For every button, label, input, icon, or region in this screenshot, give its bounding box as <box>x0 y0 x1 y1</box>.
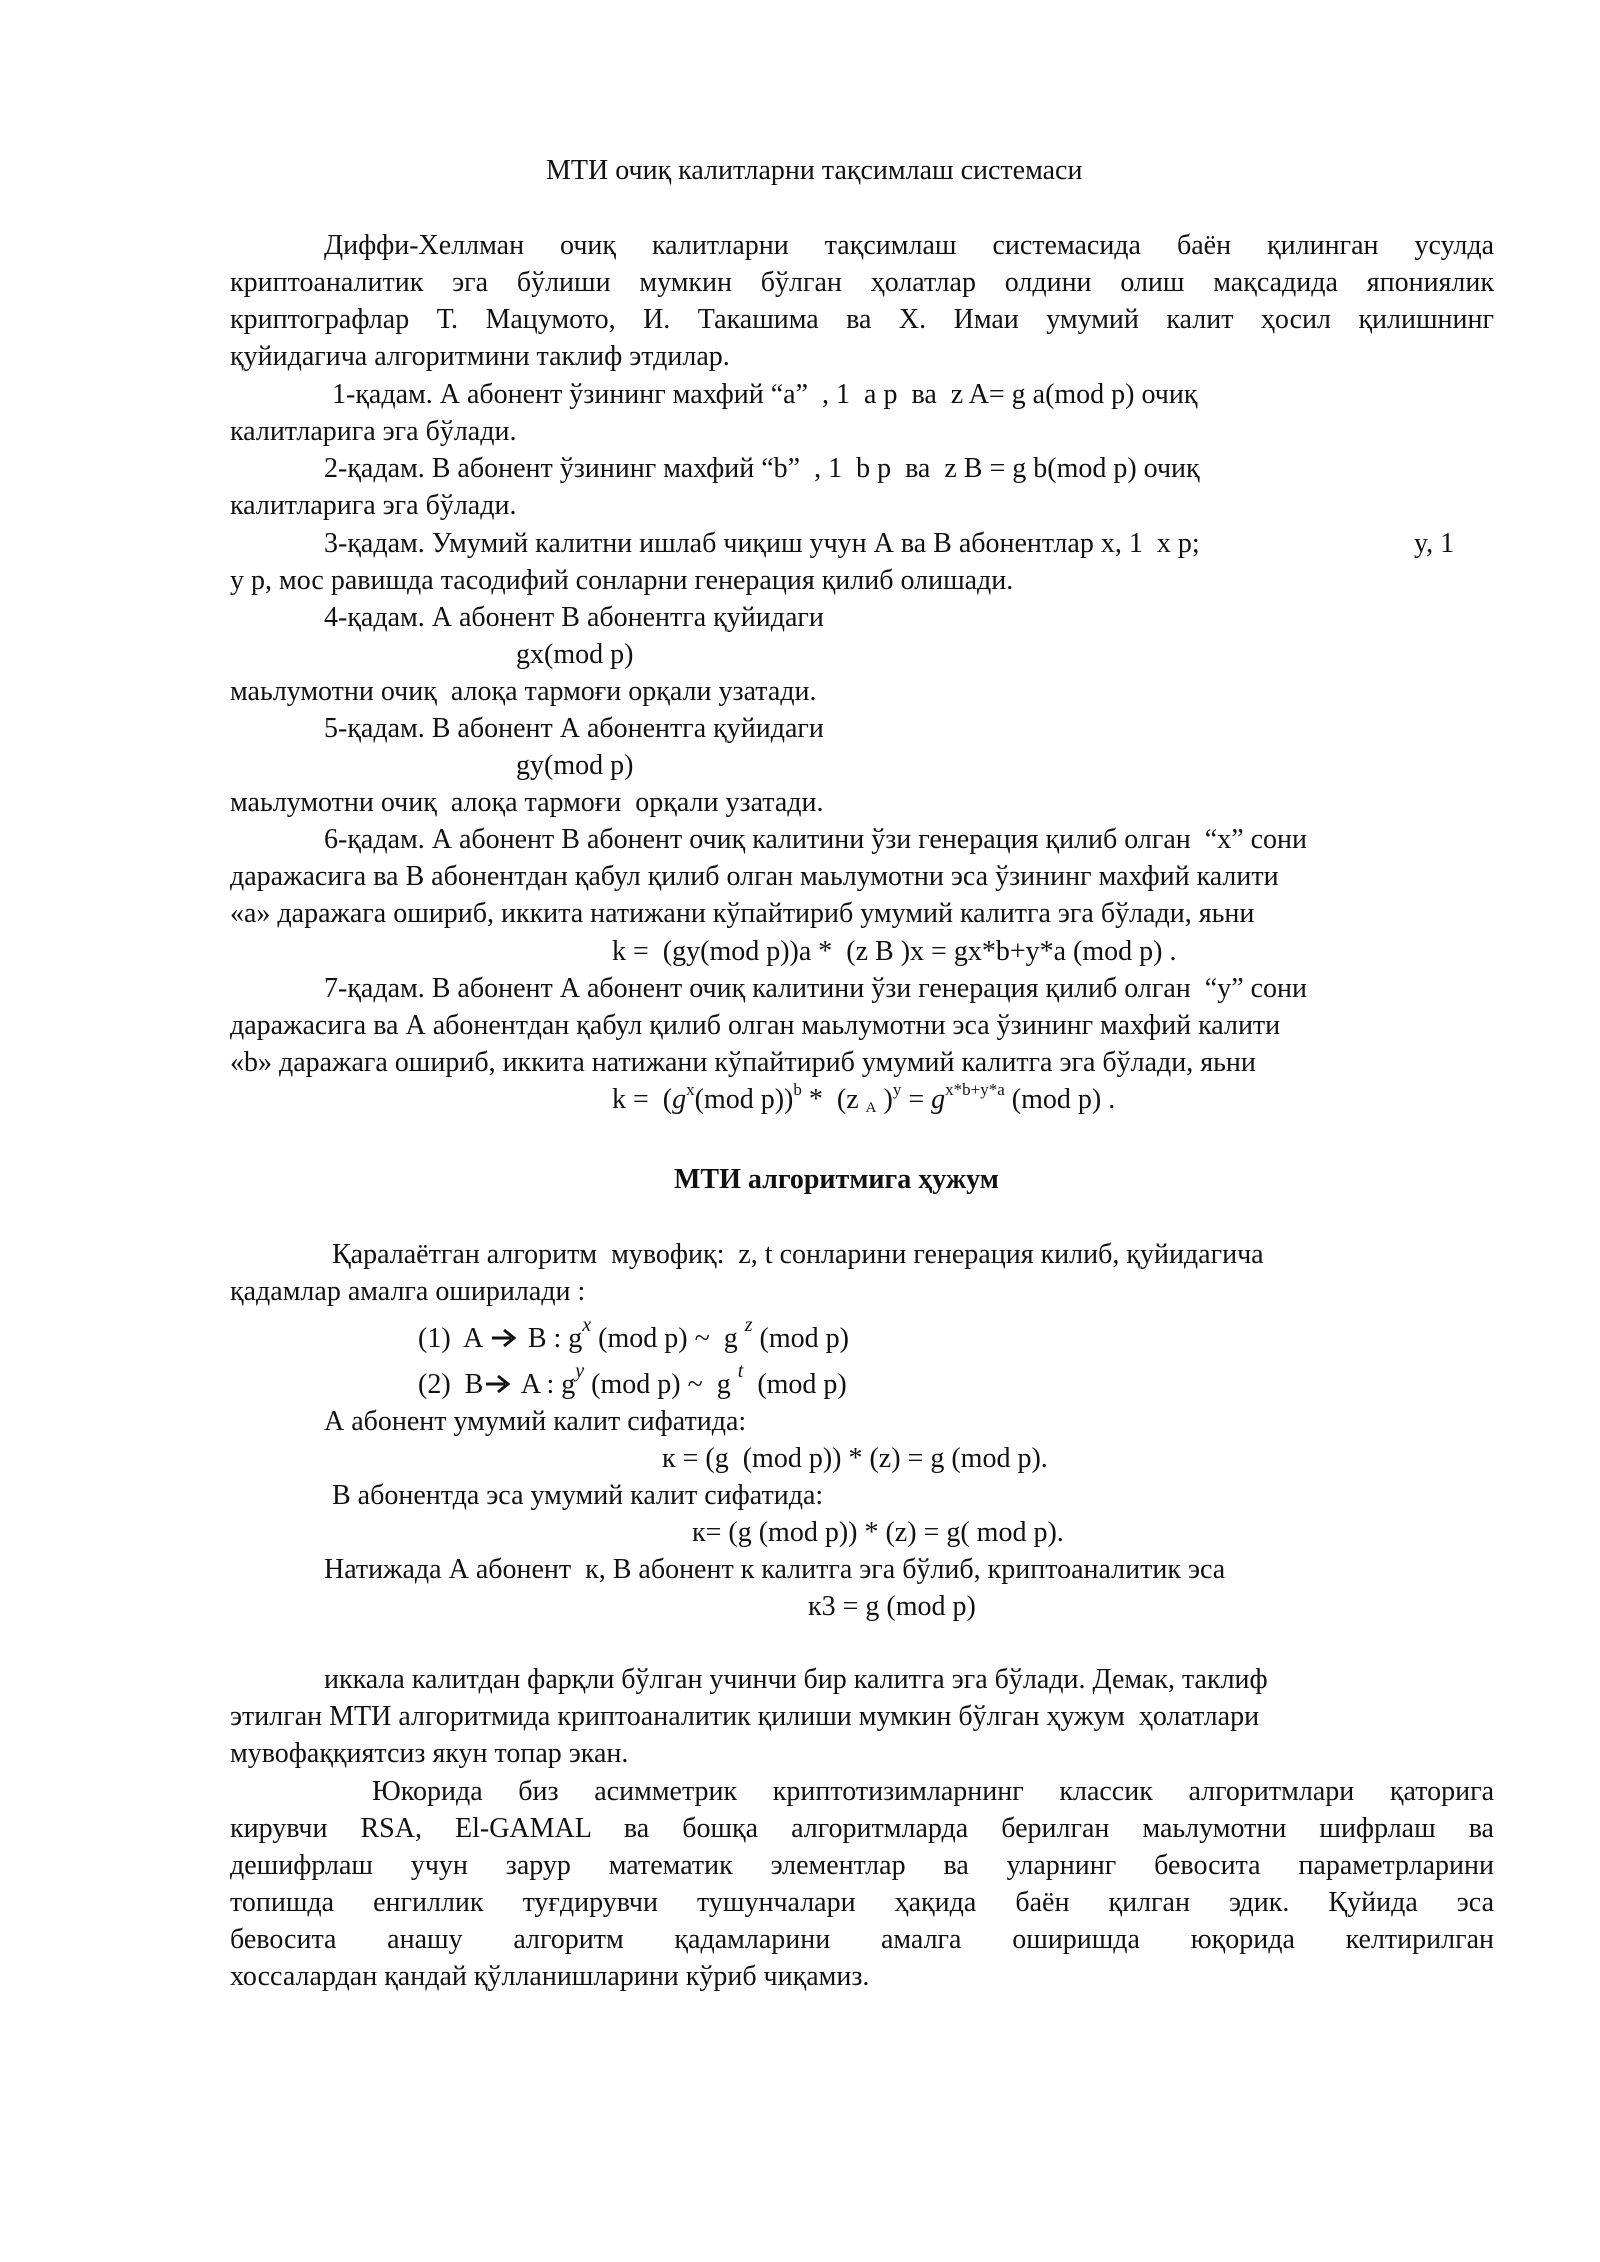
formula-sub-a: A <box>865 1100 877 1116</box>
final-line-4: топишда енгиллик туғдирувчи тушунчалари ҳақида баён қилган эдик. Қуйида эса <box>230 1887 1494 1918</box>
formula-exp-x: x <box>686 1080 695 1099</box>
final-line-6: хоссалардан қандай қўлланишларини кўриб чиқамиз. <box>230 1961 870 1992</box>
attack-formula-a: к = (g (mod p)) * (z) = g (mod p). <box>662 1443 1048 1474</box>
step7-line-3: «b» даражага ошириб, иккита натижани кўпайтириб умумий калитга эга бўлади, яьни <box>230 1047 1256 1078</box>
conclusion-line-2: этилган МТИ алгоритмида криптоаналитик қилиши мумкин бўлган ҳужум ҳолатлари <box>230 1701 1260 1732</box>
step2-line-1: 2-қадам. В абонент ўзининг махфий “b” , 1 b p ва z B = g b(mod p) очиқ <box>324 453 1200 484</box>
step1-line-2: калитларига эга бўлади. <box>230 416 517 447</box>
formula-exp-long: x*b+y*a <box>945 1080 1005 1099</box>
step3-line-1-tail: y, 1 <box>1414 528 1455 559</box>
attack-line-result: Натижада А абонент к, В абонент к калитга эга бўлиб, криптоаналитик эса <box>324 1554 1226 1585</box>
step2-line-2: калитларига эга бўлади. <box>230 490 517 521</box>
proto2-tail: (mod p) <box>743 1369 847 1400</box>
formula-g: g <box>672 1084 687 1115</box>
intro-line-4: қуйидагича алгоритмини таклиф этдилар. <box>230 341 730 372</box>
step4-line-3: маьлумотни очиқ алоқа тармоғи орқали узатади. <box>230 676 817 707</box>
intro-line-3: криптографлар Т. Мацумото, И. Такашима ва Х. Имаи умумий калит ҳосил қилишнинг <box>230 304 1494 335</box>
right-arrow-icon <box>483 1373 515 1395</box>
proto1-exp-x: x <box>582 1314 592 1336</box>
step6-line-1: 6-қадам. А абонент В абонент очиқ калитини ўзи генерация қилиб олган “x” сони <box>324 824 1308 855</box>
protocol-step-2 <box>418 1360 847 1402</box>
formula-exp-b: b <box>793 1080 802 1099</box>
step7-line-2: даражасига ва А абонентдан қабул қилиб олган маьлумотни эса ўзининг махфий калити <box>230 1010 1281 1041</box>
conclusion-line-3: мувофаққиятсиз якун топар экан. <box>230 1738 629 1769</box>
protocol-step-1 <box>418 1314 849 1356</box>
proto2-b: A : g <box>520 1369 576 1400</box>
step4-formula: gx(mod p) <box>516 639 634 670</box>
formula-k: k = <box>612 1084 656 1115</box>
attack-line-b-key: В абонентда эса умумий калит сифатида: <box>332 1480 824 1511</box>
step4-line-1: 4-қадам. А абонент В абонентга қуйидаги <box>324 602 824 633</box>
proto1-mid: (mod p) ~ g <box>591 1323 738 1354</box>
final-line-5: бевосита анашу алгоритм қадамларини амалга оширишда юқорида келтирилган <box>230 1924 1494 1955</box>
step6-line-3: «а» даражага ошириб, иккита натижани кўпайтириб умумий калитга эга бўлади, яьни <box>230 898 1255 929</box>
proto2-mid: (mod p) ~ g <box>584 1369 731 1400</box>
proto2-a: B <box>464 1369 484 1400</box>
step3-line-1: 3-қадам. Умумий калитни ишлаб чиқиш учун А ва В абонентлар x, 1 x p; <box>324 528 1200 559</box>
section-heading: МТИ алгоритмига ҳужум <box>674 1164 999 1195</box>
attack-intro-line-1: Қаралаётган алгоритм мувофиқ: z, t сонларини генерация килиб, қуйидагича <box>332 1239 1264 1270</box>
intro-line-2: криптоаналитик эга бўлиши мумкин бўлган ҳолатлар олдини олиш мақсадида япониялик <box>230 267 1494 298</box>
attack-intro-line-2: қадамлар амалга оширилади : <box>230 1276 586 1307</box>
formula-g2: g <box>931 1084 946 1115</box>
step6-formula: k = (gy(mod p))a * (z B )x = gx*b+y*a (mod p) . <box>612 936 1177 967</box>
proto1-exp-z: z <box>744 1314 753 1336</box>
proto2-exp-y: y <box>575 1360 585 1382</box>
proto2-exp-t: t <box>737 1360 744 1382</box>
step5-line-1: 5-қадам. В абонент А абонентга қуйидаги <box>324 713 824 744</box>
formula-eq: = <box>901 1084 932 1115</box>
step7-formula: $k = (g^x(mod$ p))$^b$ * (z $_A$ )$^y = g^{x*b+y*a}$ (mod p) . <box>612 1080 1116 1116</box>
conclusion-line-1: иккала калитдан фарқли бўлган учинчи бир калитга эга бўлади. Демак, таклиф <box>324 1664 1268 1695</box>
proto1-tail: (mod p) <box>752 1323 849 1354</box>
formula-modp: (mod p)) <box>694 1084 794 1115</box>
attack-line-a-key: А абонент умумий калит сифатида: <box>324 1406 747 1437</box>
step1-line-1: 1-қадам. А абонент ўзининг махфий “a” , 1 a p ва z A= g a(mod p) очиқ <box>332 379 1198 410</box>
attack-formula-k3: к3 = g (mod p) <box>808 1591 976 1622</box>
final-line-1: Юкорида биз асимметрик криптотизимларнинг классик алгоритмлари қаторига <box>372 1776 1494 1807</box>
intro-line-1: Диффи-Хеллман очиқ калитларни тақсимлаш системасида баён қилинган усулда <box>324 230 1494 261</box>
step5-formula: gy(mod p) <box>516 750 634 781</box>
step5-line-3: маьлумотни очиқ алоқа тармоғи орқали узатади. <box>230 787 824 818</box>
attack-formula-b: к= (g (mod p)) * (z) = g( mod p). <box>692 1517 1064 1548</box>
proto1-a: A <box>463 1323 482 1354</box>
page-title: МТИ очиқ калитларни тақсимлаш системаси <box>546 155 1083 186</box>
formula-paren: ) <box>876 1084 893 1115</box>
right-arrow-icon <box>489 1327 521 1349</box>
formula-mid: * (z <box>801 1084 866 1115</box>
step3-line-2: y p, мос равишда тасодифий сонларни генерация қилиб олишади. <box>230 565 1014 596</box>
proto1-b: B : g <box>527 1323 583 1354</box>
final-line-2: кирувчи RSA, El-GAMAL ва бошқа алгоритмларда берилган маьлумотни шифрлаш ва <box>230 1813 1494 1844</box>
proto1-num: (1) <box>418 1323 451 1354</box>
final-line-3: дешифрлаш учун зарур математик элементлар ва уларнинг бевосита параметрларини <box>230 1850 1494 1881</box>
proto2-num: (2) <box>418 1369 451 1400</box>
step7-line-1: 7-қадам. В абонент А абонент очиқ калитини ўзи генерация қилиб олган “y” сони <box>324 973 1308 1004</box>
step6-line-2: даражасига ва В абонентдан қабул қилиб олган маьлумотни эса ўзининг махфий калити <box>230 861 1279 892</box>
formula-exp-y: y <box>892 1080 902 1099</box>
formula-tail: (mod p) . <box>1004 1084 1116 1115</box>
